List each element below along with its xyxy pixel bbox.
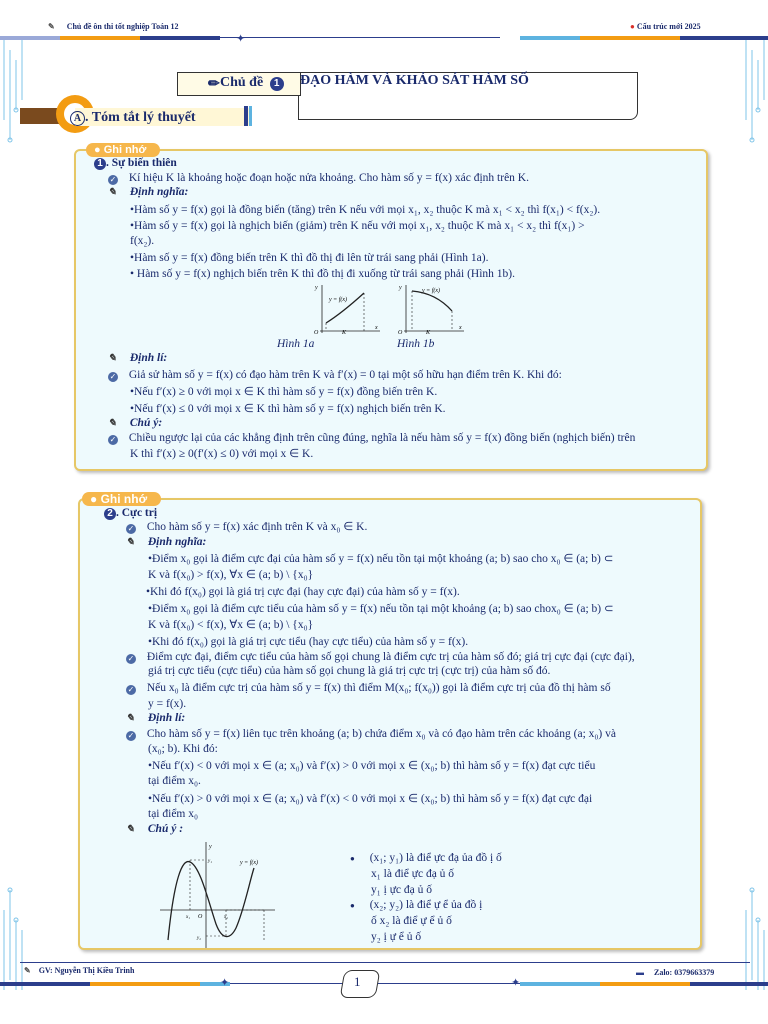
section-a-text: . Tóm tắt lý thuyết bbox=[85, 110, 196, 125]
side-decoration-right-bottom bbox=[740, 880, 768, 990]
header-right bbox=[630, 22, 701, 31]
title-label-box bbox=[177, 72, 301, 96]
box1-line-7: ✎ Định lí: bbox=[108, 352, 168, 364]
box2-line-8: ✓ Điểm cực đại, điểm cực tiểu của hàm số gọi chung là điểm cực trị của hàm số đó; giá trị cực đại (cực đại), bbox=[127, 651, 635, 663]
note-line-3-text: (x₂; y₂) là điể ự ể ủa đồ ị bbox=[369, 899, 483, 911]
fig1b-o-label: O bbox=[398, 330, 403, 335]
box1-line-13: K thì f′(x) ≥ 0(f′(x) ≤ 0) với mọi x ∈ K. bbox=[130, 448, 314, 460]
box2-heading-text: . Cực trị bbox=[116, 507, 158, 519]
box2-line-12-text: Định lí: bbox=[147, 712, 186, 724]
box1-line-0-text: Kí hiệu K là khoảng hoặc đoạn hoặc nửa khoảng. Cho hàm số y = f(x) xác định trên K. bbox=[128, 172, 529, 184]
footer-right bbox=[636, 968, 714, 977]
box2-line-0: ✓ Cho hàm số y = f(x) xác định trên K và x₀ ∈ K. bbox=[127, 521, 368, 533]
note-tag-1: ● Ghi nhớ bbox=[86, 143, 160, 157]
box2-line-12: ✎ Định lí: bbox=[126, 712, 186, 724]
fig1b-k-label: K bbox=[426, 330, 431, 335]
footer-stripe-6 bbox=[690, 982, 768, 986]
box1-line-11-text: Chú ý: bbox=[129, 417, 163, 429]
box1-line-2: •Hàm số y = f(x) gọi là đồng biến (tăng) trên K nếu với mọi x₁, x₂ thuộc K mà x₁ < x₂ thì f(x₁) < f(x₂). bbox=[130, 204, 601, 216]
footer-top-line bbox=[20, 962, 750, 963]
figure-1b bbox=[396, 283, 466, 335]
fig2-o-label: O bbox=[198, 914, 203, 920]
fig1b-fx-label: y = f(x) bbox=[422, 288, 441, 294]
edit-icon: ✎ bbox=[48, 22, 55, 31]
box2-line-9: giá trị cực tiểu (cực tiểu) của hàm số gọi chung là giá trị cực trị (cực trị) của hàm số đó. bbox=[148, 665, 551, 677]
page-title: ĐẠO HÀM VÀ KHẢO SÁT HÀM SỐ bbox=[300, 73, 529, 88]
box2-heading bbox=[104, 507, 157, 520]
title-number: 1 bbox=[270, 77, 284, 91]
section-a-bar bbox=[20, 108, 60, 124]
note-tag-2: ● Ghi nhớ bbox=[82, 492, 161, 506]
footer-diamond-right-icon: ✦ bbox=[511, 977, 521, 989]
box2-line-14: (x₀; b). Khi đó: bbox=[148, 743, 218, 755]
box2-line-18: tại điểm x₀ bbox=[148, 808, 198, 820]
box2-heading-num: 2 bbox=[104, 508, 116, 520]
section-a-endbar bbox=[244, 106, 248, 126]
box2-line-7: •Khi đó f(x₀) gọi là giá trị cực tiểu (hay cực tiểu) của hàm số y = f(x). bbox=[148, 636, 469, 648]
box2-line-15: •Nếu f′(x) < 0 với mọi x ∈ (a; x₀) và f′(x) > 0 với mọi x ∈ (x₀; b) thì hàm số y = f(x) đạt cực tiểu bbox=[148, 760, 596, 772]
fig2-y2-label: y₂ bbox=[197, 936, 201, 941]
box1-line-8-text: Giả sử hàm số y = f(x) có đạo hàm trên K và f′(x) = 0 tại một số hữu hạn điểm trên K. Khi đó: bbox=[128, 369, 562, 381]
fig1a-x-label: x bbox=[375, 325, 378, 331]
box1-line-4: f(x₂). bbox=[130, 235, 155, 247]
section-a-label bbox=[70, 110, 196, 126]
box2-line-10: ✓ Nếu x₀ là điểm cực trị của hàm số y = f(x) thì điểm M(x₀; f(x₀)) gọi là điểm cực trị của đồ thị hàm số bbox=[127, 682, 611, 694]
box2-line-17: •Nếu f′(x) > 0 với mọi x ∈ (a; x₀) và f′(x) < 0 với mọi x ∈ (x₀; b) thì hàm số y = f(x) đạt cực đại bbox=[148, 793, 593, 805]
note-line-3: ● (x₂; y₂) là điể ự ể ủa đồ ị bbox=[350, 899, 483, 911]
box1-heading-text: . Sự biến thiên bbox=[106, 157, 177, 169]
box1-line-1-text: Định nghĩa: bbox=[129, 186, 189, 198]
phone-icon: ▬ bbox=[636, 968, 644, 977]
header-divider bbox=[220, 37, 500, 38]
box1-line-7-text: Định lí: bbox=[129, 352, 168, 364]
footer-diamond-left-icon: ✦ bbox=[220, 977, 230, 989]
box2-line-1-text: Định nghĩa: bbox=[147, 536, 207, 548]
page-number: 1 bbox=[354, 974, 361, 989]
box1-line-3: •Hàm số y = f(x) gọi là nghịch biến (giảm) trên K nếu với mọi x₁, x₂ thuộc K mà x₁ < x₂ thì f(x₁) > bbox=[130, 220, 585, 232]
box2-line-4: •Khi đó f(x₀) gọi là giá trị cực đại (hay cực đại) của hàm số y = f(x). bbox=[146, 586, 460, 598]
header-stripe-left3 bbox=[140, 36, 220, 40]
header-right-text: Cấu trúc mới 2025 bbox=[636, 22, 701, 31]
box2-line-1: ✎ Định nghĩa: bbox=[126, 536, 207, 548]
footer-left-text: GV: Nguyễn Thị Kiều Trinh bbox=[38, 966, 135, 975]
fig1a-y-label: y bbox=[315, 285, 318, 291]
box2-line-0-text: Cho hàm số y = f(x) xác định trên K và x₀ ∈ K. bbox=[146, 521, 368, 533]
note-tag-2-text: Ghi nhớ bbox=[100, 492, 148, 506]
box1-heading-num: 1 bbox=[94, 158, 106, 170]
box1-heading bbox=[94, 157, 177, 170]
box1-line-11: ✎ Chú ý: bbox=[108, 417, 163, 429]
box1-line-12: ✓ Chiều ngược lại của các khẳng định trên cũng đúng, nghĩa là nếu hàm số y = f(x) đồng biến (nghịch biến) trên bbox=[109, 432, 636, 444]
fig1b-x-label: x bbox=[459, 325, 462, 331]
box2-line-10-text: Nếu x₀ là điểm cực trị của hàm số y = f(x) thì điểm M(x₀; f(x₀)) gọi là điểm cực trị của đồ thị hàm số bbox=[146, 682, 611, 694]
box2-line-3: K và f(x₀) > f(x), ∀x ∈ (a; b) \ {x₀} bbox=[148, 569, 314, 581]
section-a-endbar2 bbox=[249, 106, 252, 126]
fig1a-fx-label: y = f(x) bbox=[329, 297, 348, 303]
note-line-0: ● (x₁; y₁) là điể ực đạ ủa đồ ị ố bbox=[350, 852, 502, 864]
header-stripe-right2 bbox=[580, 36, 680, 40]
fig2-x1-label: x₁ bbox=[186, 915, 190, 920]
header-diamond-icon: ✦ bbox=[236, 33, 246, 45]
check-circle-icon: ● bbox=[630, 22, 635, 31]
fig1a-k-label: K bbox=[342, 330, 347, 335]
header-stripe-right bbox=[520, 36, 580, 40]
side-decoration-left bbox=[0, 40, 30, 160]
box2-line-5: •Điểm x₀ gọi là điểm cực tiểu của hàm số y = f(x) nếu tồn tại một khoảng (a; b) sao chox₀ ∈ (a; b) ⊂ bbox=[148, 603, 614, 615]
edit-icon: ✎ bbox=[24, 966, 31, 975]
box2-line-2: •Điểm x₀ gọi là điểm cực đại của hàm số y = f(x) nếu tồn tại một khoảng (a; b) sao cho x₀ ∈ (a; b) ⊂ bbox=[148, 553, 614, 565]
footer-stripe-5 bbox=[600, 982, 690, 986]
footer-stripe-4 bbox=[520, 982, 600, 986]
header-left bbox=[48, 22, 179, 31]
box1-line-6: • Hàm số y = f(x) nghịch biến trên K thì đồ thị đi xuống từ trái sang phải (Hình 1b). bbox=[130, 268, 516, 280]
footer-left bbox=[24, 966, 134, 975]
section-a-letter: A bbox=[70, 111, 85, 126]
header-left-text: Chủ đề ôn thi tốt nghiệp Toán 12 bbox=[66, 22, 179, 31]
fig1a-o-label: O bbox=[314, 330, 319, 335]
box2-line-11: y = f(x). bbox=[148, 698, 187, 710]
note-tag-1-text: Ghi nhớ bbox=[103, 144, 147, 156]
fig2-x2-label: x₂ bbox=[224, 915, 228, 920]
footer-stripe-1 bbox=[0, 982, 90, 986]
note-line-0-text: (x₁; y₁) là điể ực đạ ủa đồ ị ố bbox=[369, 852, 502, 864]
fig1b-y-label: y bbox=[399, 285, 402, 291]
note-line-4: ố x₂ là điể ự ể ủ ố bbox=[371, 915, 452, 927]
box1-line-10: •Nếu f′(x) ≤ 0 với mọi x ∈ K thì hàm số y = f(x) nghịch biến trên K. bbox=[130, 403, 446, 415]
fig2-fx-label: y = f(x) bbox=[240, 860, 259, 866]
box2-line-6: K và f(x₀) < f(x), ∀x ∈ (a; b) \ {x₀} bbox=[148, 619, 314, 631]
side-decoration-right bbox=[740, 40, 768, 160]
box1-line-5: •Hàm số y = f(x) đồng biến trên K thì đồ thị đi lên từ trái sang phải (Hình 1a). bbox=[130, 252, 489, 264]
title-topic: Chủ đề bbox=[220, 75, 264, 90]
figure-extrema bbox=[160, 840, 280, 950]
note-line-5: y₂ ị ự ể ủ ố bbox=[371, 931, 422, 943]
footer-stripe-2 bbox=[90, 982, 200, 986]
figure-1a bbox=[312, 283, 382, 335]
box2-line-13-text: Cho hàm số y = f(x) liên tục trên khoảng (a; b) chứa điểm x₀ và có đạo hàm trên các khoảng (a; x₀) và bbox=[146, 728, 616, 740]
figure-1b-caption: Hình 1b bbox=[397, 338, 435, 350]
note-line-1: x₁ là điể ực đạ ủ ố bbox=[371, 868, 455, 880]
box2-line-19-text: Chú ý : bbox=[147, 823, 184, 835]
header-stripe-left2 bbox=[60, 36, 140, 40]
figure-1a-caption: Hình 1a bbox=[277, 338, 315, 350]
fig2-y1-label: y₁ bbox=[208, 859, 212, 864]
note-line-2: y₁ ị ực đạ ủ ố bbox=[371, 884, 433, 896]
box2-line-8-text: Điểm cực đại, điểm cực tiểu của hàm số gọi chung là điểm cực trị của hàm số đó; giá trị cực đại (cực đại), bbox=[146, 651, 635, 663]
box2-line-13: ✓ Cho hàm số y = f(x) liên tục trên khoảng (a; b) chứa điểm x₀ và có đạo hàm trên các khoảng (a; x₀) và bbox=[127, 728, 616, 740]
box1-line-8: ✓ Giả sử hàm số y = f(x) có đạo hàm trên K và f′(x) = 0 tại một số hữu hạn điểm trên K. Khi đó: bbox=[109, 369, 562, 381]
box1-line-1: ✎ Định nghĩa: bbox=[108, 186, 189, 198]
box2-line-16: tại điểm x₀. bbox=[148, 775, 201, 787]
fig2-y-label: y bbox=[209, 844, 212, 850]
box2-line-19: ✎ Chú ý : bbox=[126, 823, 184, 835]
box1-line-9: •Nếu f′(x) ≥ 0 với mọi x ∈ K thì hàm số y = f(x) đồng biến trên K. bbox=[130, 386, 438, 398]
pen-icon: ✏ bbox=[208, 77, 220, 92]
box1-line-12-text: Chiều ngược lại của các khẳng định trên cũng đúng, nghĩa là nếu hàm số y = f(x) đồng biến (nghịch biến) trên bbox=[128, 432, 636, 444]
box1-line-0: ✓ Kí hiệu K là khoảng hoặc đoạn hoặc nửa khoảng. Cho hàm số y = f(x) xác định trên K. bbox=[109, 172, 529, 184]
footer-right-text: Zalo: 0379663379 bbox=[654, 968, 715, 977]
